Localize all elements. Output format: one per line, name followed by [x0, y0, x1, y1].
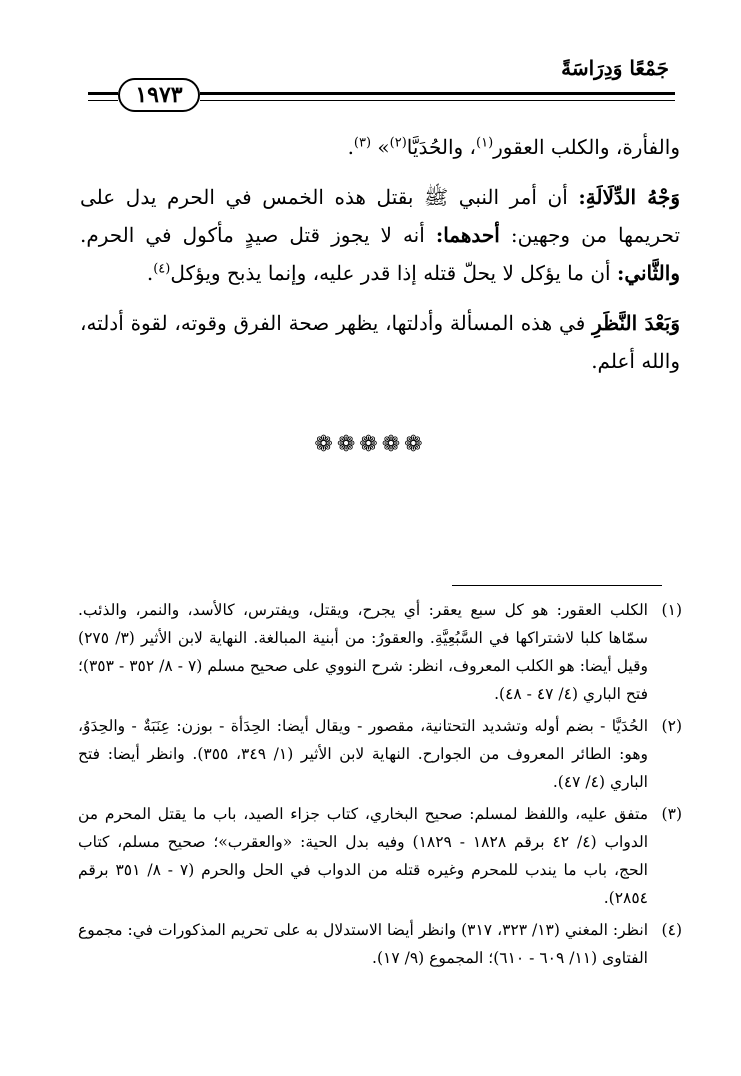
paragraph-1	[80, 128, 680, 166]
p2-second-label: والثَّاني:	[616, 261, 680, 285]
footnote	[78, 596, 682, 708]
footnote-text: انظر: المغني (١٣/ ٣٢٣، ٣١٧) وانظر أيضا الاستدلال به على تحريم المذكورات في: مجموع الفتاوى (١١/ ٦٠٩ - ٦١٠)؛ المجموع (٩/ ١٧).	[78, 921, 648, 967]
running-title: جَمْعًا وَدِرَاسَةً	[561, 56, 669, 80]
p2-first-label: أحدهما:	[435, 223, 500, 247]
p3-text: في هذه المسألة وأدلتها، يظهر صحة الفرق وقوته، لقوة أدلته، والله أعلم.	[80, 311, 680, 373]
p2-text-c: أن ما يؤكل لا يحلّ قتله إذا قدر عليه، وإنما يذبح ويؤكل	[170, 261, 617, 285]
header-rule	[200, 92, 675, 95]
footnote	[78, 712, 682, 796]
section-ornament: ❁❁❁❁❁	[314, 432, 427, 457]
header-rule-left-thin	[88, 100, 118, 101]
paragraph-2	[80, 178, 680, 292]
footnote-number: (٢)	[661, 717, 682, 735]
p2-text-a: أن أمر النبي ﷺ بقتل هذه الخمس في الحرم يدل على تحريمها من وجهين:	[80, 185, 681, 247]
footnote	[78, 916, 682, 972]
footnote-ref-4[interactable]: (٤)	[153, 261, 171, 277]
footnote-separator	[452, 585, 662, 586]
footnote-ref-1[interactable]: (١)	[476, 135, 494, 151]
footnote	[78, 800, 682, 912]
main-text	[80, 128, 680, 392]
footnotes	[78, 596, 682, 976]
page-number-badge	[118, 78, 200, 112]
p1-text-a: والفأرة، والكلب العقور	[493, 135, 680, 159]
footnote-text: الحُدَيَّا - بضم أوله وتشديد التحتانية، مقصور - ويقال أيضا: الحِدَأة - بوزن: عِنَبَةٌ - والحِدَوُ، وهو: الطائر المعروف من الجوارح. النهاية لابن الأثير (١/ ٣٤٩، ٣٥٥). وانظر أيضا: فتح الباري (٤/ ٤٧).	[78, 717, 648, 791]
p2-lead: وَجْهُ الدِّلَالَةِ:	[578, 185, 680, 209]
footnote-ref-2[interactable]: (٢)	[389, 135, 407, 151]
p2-text-b: أنه لا يجوز قتل صيدٍ مأكول في الحرم.	[80, 223, 436, 247]
header-rule-left	[88, 92, 118, 95]
p1-text-d: .	[347, 135, 354, 159]
footnote-number: (٤)	[661, 921, 682, 939]
header-rule-thin	[200, 100, 675, 101]
footnote-number: (٣)	[661, 805, 682, 823]
p3-lead: وَبَعْدَ النَّظَرِ	[592, 311, 680, 335]
paragraph-3	[80, 304, 680, 380]
footnote-text: الكلب العقور: هو كل سبع يعقر: أي يجرح، ويقتل، ويفترس، كالأسد، والنمر، والذئب. سمّاها كلبا لاشتراكها في السَّبُعِيَّةِ. والعقورُ: من أبنية المبالغة. النهاية لابن الأثير (٣/ ٢٧٥) وقيل أيضا: هو الكلب المعروف، انظر: شرح النووي على صحيح مسلم (٧ - ٨/ ٣٥٢ - ٣٥٣)؛ فتح الباري (٤/ ٤٧ - ٤٨).	[78, 601, 649, 703]
p1-text-b: ، والحُدَيَّا	[406, 135, 476, 159]
p1-text-c: »	[371, 135, 390, 159]
footnote-ref-3[interactable]: (٣)	[353, 135, 372, 151]
p2-text-d: .	[146, 261, 154, 285]
footnote-text: متفق عليه، واللفظ لمسلم: صحيح البخاري، كتاب جزاء الصيد، باب ما يقتل المحرم من الدواب (٤/ ٤٢ برقم ١٨٢٨ - ١٨٢٩) وفيه بدل الحية: «والعقرب»؛ صحيح مسلم، كتاب الحج، باب ما يندب للمحرم وغيره قتله من الدواب في الحل والحرم (٧ - ٨/ ٣٥١ برقم ٢٨٥٤).	[78, 805, 649, 907]
page-number: ١٩٧٣	[135, 82, 183, 108]
footnote-number: (١)	[661, 601, 682, 619]
